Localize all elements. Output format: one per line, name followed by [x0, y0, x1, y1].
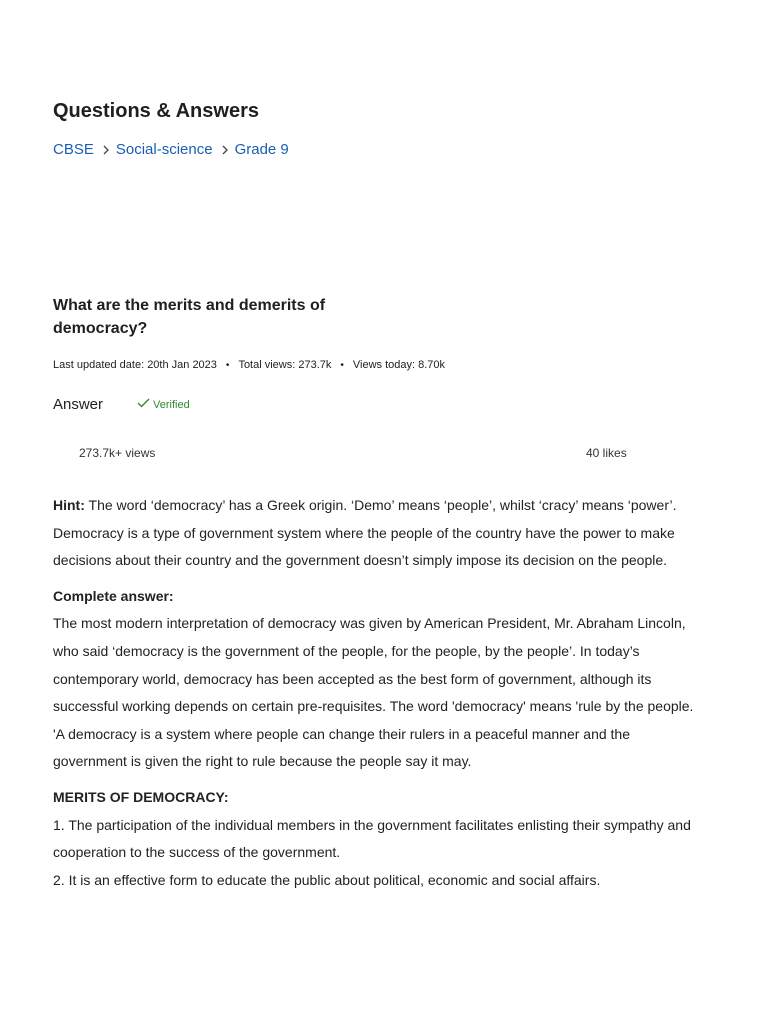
- verified-label: Verified: [153, 398, 190, 411]
- verified-badge: [137, 398, 190, 411]
- merit-item: 1. The participation of the individual members in the government facilitates enlisting their sympathy and cooperation to the success of the government.: [53, 816, 691, 861]
- answer-header: [53, 396, 190, 413]
- meta-separator: •: [340, 359, 344, 371]
- breadcrumb-item-social-science[interactable]: Social-science: [115, 141, 213, 158]
- answer-content: [53, 492, 703, 894]
- breadcrumb-item-cbse[interactable]: CBSE: [53, 141, 94, 158]
- meta-separator: •: [225, 359, 230, 371]
- total-views: Total views: 273.7k: [238, 359, 332, 371]
- complete-answer-label: Complete answer:: [53, 587, 174, 604]
- hint-text: The word ‘democracy’ has a Greek origin. ‘Demo’ means ‘people’, whilst ‘cracy’ means ‘power’. Democracy is a type of government system where the people of the country have the power to make decisions about their country and the government doesn’t simply impose its decision on the people.: [53, 497, 677, 569]
- question-title: What are the merits and demerits of democracy?: [53, 297, 326, 337]
- merits-heading: MERITS OF DEMOCRACY:: [53, 788, 229, 805]
- question-meta: [53, 359, 445, 371]
- chevron-right-icon: [102, 145, 110, 155]
- merit-item: 2. It is an effective form to educate the public about political, economic and social affairs.: [53, 871, 601, 888]
- answer-likes: 40 likes: [586, 446, 627, 460]
- check-icon: [137, 398, 153, 411]
- breadcrumb: [53, 141, 289, 158]
- views-today: Views today: 8.70k: [352, 359, 446, 371]
- chevron-right-icon: [221, 145, 229, 155]
- answer-views: 273.7k+ views: [79, 446, 156, 460]
- page-title: Questions & Answers: [53, 100, 259, 122]
- hint-paragraph: [53, 492, 703, 575]
- answer-label: Answer: [53, 396, 104, 413]
- breadcrumb-item-grade-9[interactable]: Grade 9: [234, 141, 289, 158]
- hint-label: Hint:: [53, 497, 85, 513]
- complete-answer-text: The most modern interpretation of democracy was given by American President, Mr. Abraham Lincoln, who said ‘democracy is the government of the people, for the people, by the people’. In today’s contemporary world, democracy has been accepted as the best form of government, although its successful working depends on certain pre-requisites. The word 'democracy' means 'rule by the people. 'A democracy is a system where people can change their rulers in a peaceful manner and the government is given the right to rule because the people say it may.: [53, 615, 694, 770]
- last-updated: Last updated date: 20th Jan 2023: [53, 359, 217, 371]
